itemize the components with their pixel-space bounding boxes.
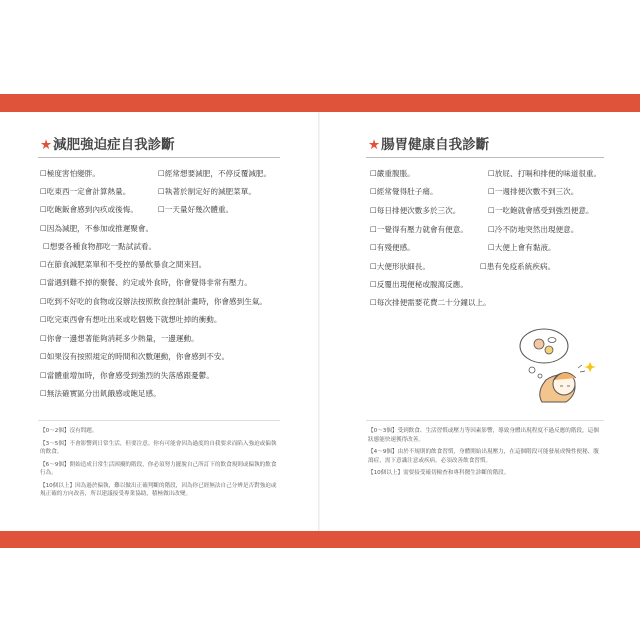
checklist-item[interactable]: ☐一覺得有壓力就會有便意。: [370, 225, 468, 234]
checklist-item[interactable]: ☐患有免疫系統疾病。: [480, 262, 556, 271]
checklist-item[interactable]: ☐當遇到難不掉的聚餐、約定或外食時，你會覺得非常有壓力。: [40, 278, 252, 287]
checklist-item[interactable]: ☐吃到不好吃的食物或沒辦法按照飲食控制計畫時，你會感到生氣。: [40, 297, 268, 306]
checklist-item[interactable]: ☐有殘便感。: [370, 243, 415, 252]
left-title: [40, 133, 175, 153]
checklist-item[interactable]: ☐冷不防地突然出現便意。: [488, 225, 579, 234]
footnote: 【0～3個】受到飲食、生活習慣或壓力等因素影響，導致身體出現程度不過反應的階段，這個狀態能快速獲得改善。: [368, 428, 599, 443]
checklist-item[interactable]: ☐一天量好幾次體重。: [158, 205, 234, 214]
checklist-item[interactable]: ☐經常覺得肚子痛。: [370, 187, 438, 196]
footnote: 【4～9個】由於不規則的飲食習慣，身體開始出現壓力，在這個階段可能發展成慢性便秘、腹瀉症，需下意識注意或疾病，必須改善飲食習慣。: [368, 449, 599, 464]
checklist-item[interactable]: ☐吃東西一定會計算熱量。: [40, 187, 131, 196]
left-title-rule: [38, 157, 280, 158]
left-footnotes: [40, 427, 282, 503]
right-footnote-rule: [366, 420, 604, 421]
right-title-rule: [366, 157, 604, 158]
page-spine: [318, 112, 320, 531]
checklist-item[interactable]: ☐大便上會有黏液。: [488, 243, 556, 252]
checklist-item[interactable]: ☐每次排便需要花費二十分鐘以上。: [370, 298, 491, 307]
right-footnotes: [368, 427, 604, 482]
thinking-person-illustration: [508, 322, 604, 404]
right-title-text: 腸胃健康自我診斷: [381, 137, 490, 153]
checklist-item[interactable]: ☐你會一邊想著能夠消耗多少熱量，一邊運動。: [40, 334, 199, 343]
star-icon: ★: [368, 137, 381, 153]
checklist-item[interactable]: ☐經常想要減肥，不停反覆減肥。: [158, 169, 272, 178]
footnote: 【3～5個】不會影響到日常生活，但要注意。你有可能會因為過度的自我要求而陷入強迫或偏執的飲食。: [40, 440, 277, 455]
checklist-item[interactable]: ☐如果沒有按照規定的時間和次數運動，你會感到不安。: [40, 352, 230, 361]
left-footnote-rule: [38, 420, 280, 421]
checklist-item[interactable]: ☐大便形狀細長。: [370, 262, 430, 271]
checklist-item[interactable]: ☐因為減肥，不參加或推遲聚會。: [40, 224, 154, 233]
star-icon: ★: [40, 137, 53, 153]
checklist-item[interactable]: ☐在節食減肥菜單和不受控的暴飲暴食之間來回。: [40, 260, 207, 269]
checklist-item[interactable]: ☐無法確實區分出飢餓感或飽足感。: [40, 389, 161, 398]
checklist-item[interactable]: ☐一週排便次數不到三次。: [488, 187, 579, 196]
footnote: 【6～9個】開始造成日常生活困擾的階段，你必須努力擺脫自己所訂下的飲食規則或偏執的飲食行為。: [40, 461, 277, 476]
top-accent-band: [0, 94, 640, 112]
checklist-item[interactable]: ☐想要各種食物都吃一點試試看。: [43, 242, 157, 251]
checklist-item[interactable]: ☐每日排便次數多於三次。: [370, 206, 461, 215]
checklist-item[interactable]: ☐吃飽飯會感到內疚或後悔。: [40, 205, 138, 214]
bottom-accent-band: [0, 531, 640, 548]
checklist-item[interactable]: ☐當體重增加時，你會感受到強烈的失落感跟憂鬱。: [40, 371, 214, 380]
footnote: 【0～2個】沒有問題。: [40, 428, 98, 434]
checklist-item[interactable]: ☐反覆出現便秘或腹瀉反應。: [370, 280, 468, 289]
checklist-item[interactable]: ☐放屁、打嗝和排便的味道很重。: [488, 169, 602, 178]
checklist-item[interactable]: ☐吃完東西會有想吐出來或吃個幾下就想吐掉的衝動。: [40, 315, 222, 324]
footnote: 【10個以上】因為過於偏執，難以做出正確判斷的階段，因為你已經無法自己分辨是否對強迫或規正確的方向改善，所以建議接受專業協助，積極做出改變。: [40, 482, 277, 497]
checklist-item[interactable]: ☐極度害怕變胖。: [40, 169, 100, 178]
checklist-item[interactable]: ☐嚴重腹脹。: [370, 169, 415, 178]
right-title: [368, 133, 489, 153]
checklist-item[interactable]: ☐執著於制定好的減肥菜單。: [158, 187, 256, 196]
footnote: 【10個以上】需要接受確切檢查和專科醫生診斷的階段。: [368, 470, 510, 476]
left-title-text: 減肥強迫症自我診斷: [53, 137, 175, 153]
checklist-item[interactable]: ☐一吃飽就會感受到強烈便意。: [488, 206, 594, 215]
